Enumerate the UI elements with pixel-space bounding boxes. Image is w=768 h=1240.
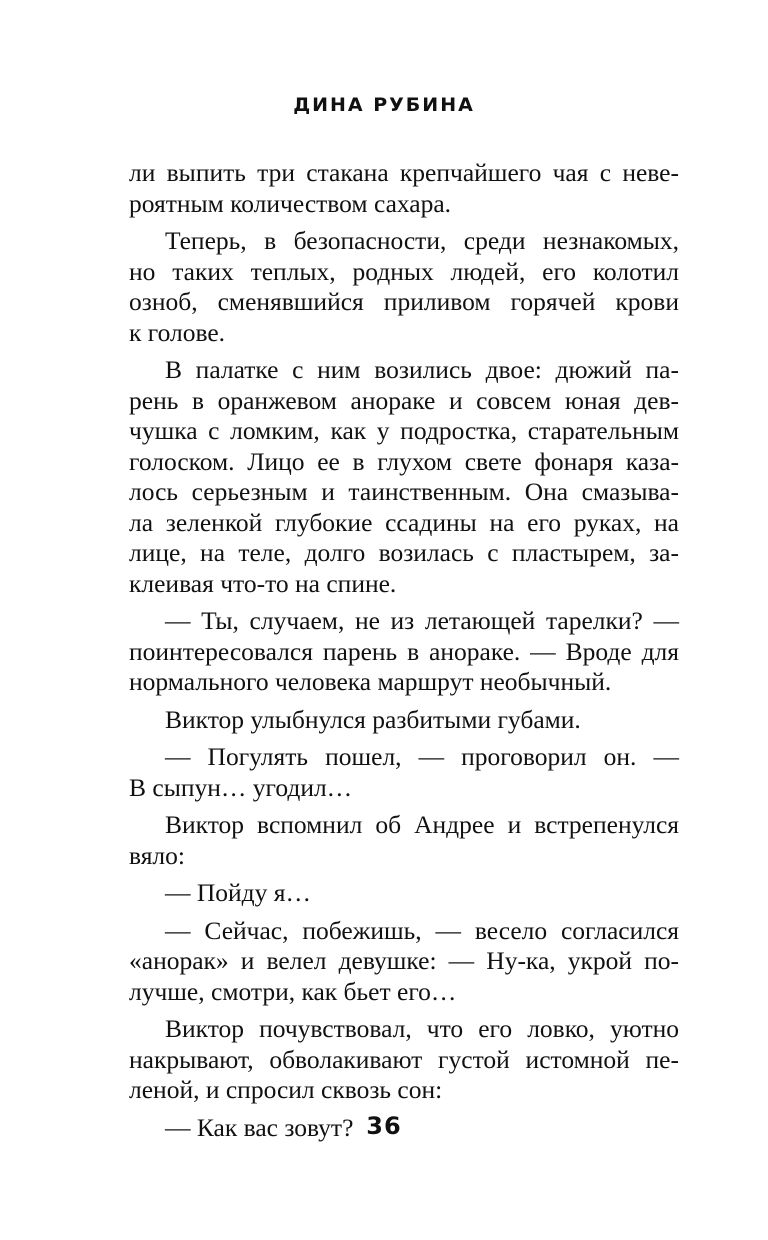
- text-line: — Как вас зовут?: [165, 1112, 354, 1142]
- text-line: Виктор почувствовал, что его ловко, уютно: [165, 1014, 679, 1043]
- text-line: Виктор вспомнил об Андрее и встрепенулся: [165, 810, 679, 839]
- text-line: Виктор улыбнулся разбитыми губами.: [165, 704, 581, 734]
- text-line: клеивая что-то на спине.: [129, 568, 397, 598]
- text-line: чушка с ломким, как у подростка, старательным: [129, 416, 679, 445]
- text-line: голоском. Лицо ее в глухом свете фонаря каза-: [129, 446, 679, 476]
- text-line: накрывают, обволакивают густой истомной пе-: [129, 1044, 679, 1074]
- text-line: — Сейчас, побежишь, — весело согласился: [165, 915, 679, 945]
- text-line: Теперь, в безопасности, среди незнакомых,: [165, 226, 679, 255]
- page-number: 36: [366, 1112, 402, 1140]
- text-line: нормального человека маршрут необычный.: [129, 667, 612, 696]
- text-line: леной, и спросил сквозь сон:: [129, 1075, 443, 1104]
- running-head: ДИНА РУБИНА: [293, 94, 475, 116]
- text-line: «анорак» и велел девушке: — Ну-ка, укрой по-: [129, 946, 679, 975]
- text-line: вяло:: [129, 840, 185, 870]
- text-line: рень в оранжевом анораке и совсем юная дев-: [129, 385, 679, 415]
- text-line: роятным количеством сахара.: [129, 188, 452, 218]
- text-line: к голове.: [129, 317, 226, 347]
- text-line: ла зеленкой глубокие ссадины на его руках, на: [129, 507, 679, 537]
- text-line: — Пойду я…: [165, 878, 312, 907]
- text-line: — Погулять пошел, — проговорил он. —: [165, 742, 679, 771]
- text-line: озноб, сменявшийся приливом горячей крови: [129, 287, 679, 316]
- text-line: В палатке с ним возились двое: дюжий па-: [165, 355, 679, 384]
- text-line: ли выпить три стакана крепчайшего чая с неве-: [129, 158, 679, 187]
- text-line: поинтересовался парень в анораке. — Вроде для: [129, 636, 679, 666]
- text-line: — Ты, случаем, не из летающей тарелки? —: [165, 606, 679, 635]
- text-line: лось серьезным и таинственным. Она смазыва-: [129, 477, 679, 506]
- text-line: В сыпун… угодил…: [129, 772, 353, 802]
- text-line: лице, на теле, долго возилась с пластырем, за-: [129, 538, 679, 567]
- text-line: но таких теплых, родных людей, его колотил: [129, 256, 679, 286]
- body-text: [129, 158, 679, 1143]
- text-line: лучше, смотри, как бьет его…: [129, 976, 457, 1006]
